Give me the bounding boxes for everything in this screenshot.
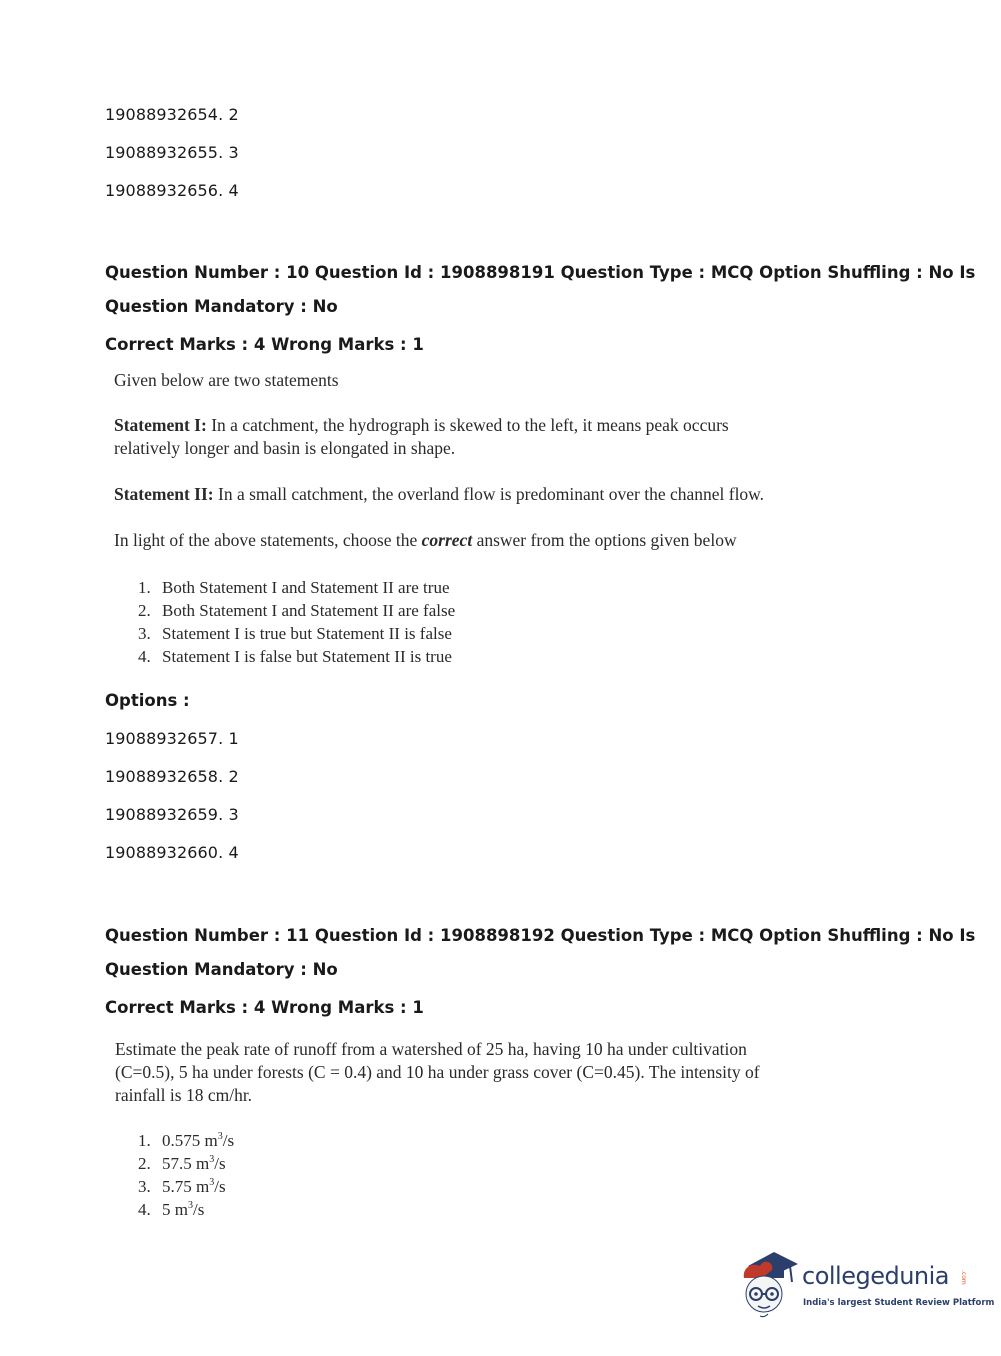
logo-tagline: India's largest Student Review Platform <box>803 1298 995 1308</box>
choice-value: 57.5 m <box>162 1154 210 1173</box>
logo-domain: .com <box>960 1270 967 1285</box>
option-item: 19088932654. 2 <box>105 105 239 124</box>
choice-item <box>138 599 455 622</box>
instruction-emphasis: correct <box>421 530 473 550</box>
choice-number: 2. <box>138 601 151 620</box>
choice-superscript: 3 <box>209 1154 215 1165</box>
statement-1-text: In a catchment, the hydrograph is skewed to the left, it means peak occurs <box>206 415 729 435</box>
instruction-post: answer from the options given below <box>472 530 737 550</box>
choice-unit: /s <box>214 1177 226 1196</box>
mascot-icon <box>740 1248 800 1320</box>
choice-value: 5.75 m <box>162 1177 210 1196</box>
statement-2 <box>114 484 764 505</box>
question-mandatory: Question Mandatory : No <box>105 297 338 316</box>
collegedunia-logo <box>740 1248 995 1320</box>
question-body: rainfall is 18 cm/hr. <box>115 1085 253 1105</box>
options-label: Options : <box>105 691 190 710</box>
instruction-pre: In light of the above statements, choose the <box>114 530 422 550</box>
choice-number: 1. <box>138 1131 151 1150</box>
choice-item <box>138 1129 234 1152</box>
choice-number: 2. <box>138 1154 151 1173</box>
choice-text: Both Statement I and Statement II are true <box>162 578 450 597</box>
choice-list <box>138 1129 234 1221</box>
choice-superscript: 3 <box>217 1131 223 1142</box>
choice-number: 1. <box>138 578 151 597</box>
choice-item <box>138 645 455 668</box>
question-body: (C=0.5), 5 ha under forests (C = 0.4) and 10 ha under grass cover (C=0.45). The intensity of <box>115 1062 760 1082</box>
logo-wordmark: collegedunia <box>802 1262 950 1290</box>
question-intro: Given below are two statements <box>114 370 339 390</box>
choice-item <box>138 1198 234 1221</box>
instruction <box>114 530 737 551</box>
choice-item <box>138 622 455 645</box>
choice-text: Statement I is true but Statement II is false <box>162 624 452 643</box>
choice-number: 4. <box>138 1200 151 1219</box>
choice-value: 5 m <box>162 1200 188 1219</box>
option-item: 19088932659. 3 <box>105 805 239 824</box>
statement-2-label: Statement II: <box>114 484 214 504</box>
choice-unit: /s <box>214 1154 226 1173</box>
choice-item <box>138 1152 234 1175</box>
statement-1 <box>114 415 729 436</box>
choice-list <box>138 576 455 668</box>
question-mandatory: Question Mandatory : No <box>105 960 338 979</box>
choice-number: 4. <box>138 647 151 666</box>
question-marks: Correct Marks : 4 Wrong Marks : 1 <box>105 335 424 354</box>
choice-superscript: 3 <box>187 1200 193 1211</box>
choice-item <box>138 1175 234 1198</box>
question-header: Question Number : 10 Question Id : 1908898191 Question Type : MCQ Option Shuffling : No Is <box>105 263 976 282</box>
option-item: 19088932658. 2 <box>105 767 239 786</box>
question-marks: Correct Marks : 4 Wrong Marks : 1 <box>105 998 424 1017</box>
choice-unit: /s <box>192 1200 205 1219</box>
statement-2-text: In a small catchment, the overland flow is predominant over the channel flow. <box>213 484 765 504</box>
choice-unit: /s <box>222 1131 235 1150</box>
statement-1-cont: relatively longer and basin is elongated in shape. <box>114 438 456 458</box>
option-item: 19088932656. 4 <box>105 181 239 200</box>
choice-number: 3. <box>138 1177 151 1196</box>
choice-text: Both Statement I and Statement II are false <box>162 601 456 620</box>
question-body: Estimate the peak rate of runoff from a watershed of 25 ha, having 10 ha under cultivation <box>115 1039 747 1059</box>
option-item: 19088932660. 4 <box>105 843 239 862</box>
statement-1-label: Statement I: <box>114 415 207 435</box>
choice-number: 3. <box>138 624 151 643</box>
option-item: 19088932655. 3 <box>105 143 239 162</box>
option-item: 19088932657. 1 <box>105 729 239 748</box>
choice-value: 0.575 m <box>162 1131 218 1150</box>
question-header: Question Number : 11 Question Id : 1908898192 Question Type : MCQ Option Shuffling : No Is <box>105 926 976 945</box>
choice-superscript: 3 <box>209 1177 215 1188</box>
choice-text: Statement I is false but Statement II is true <box>162 647 452 666</box>
choice-item <box>138 576 455 599</box>
